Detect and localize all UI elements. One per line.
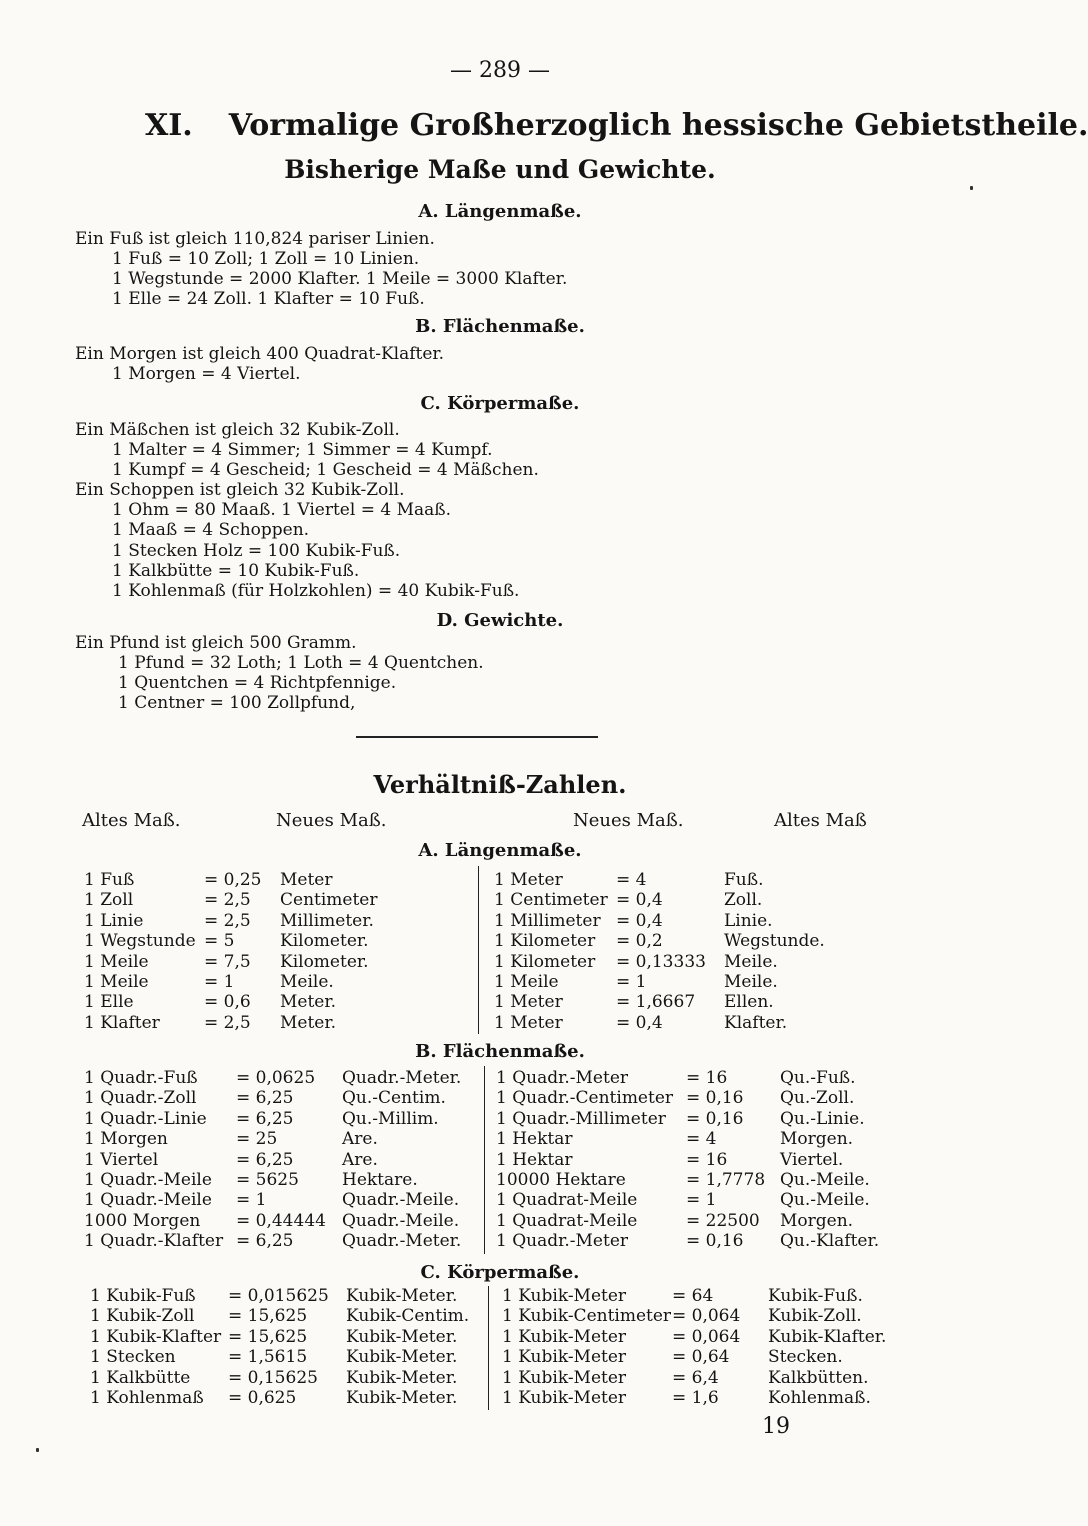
cell-target: Qu.-Millim. (342, 1108, 439, 1129)
cell-target: Meile. (280, 972, 334, 993)
ratio-table-a-left (84, 870, 400, 1033)
signature-mark: 19 (762, 1414, 790, 1439)
cell-value: = 15,625 (228, 1326, 308, 1347)
cell-unit: 1 Kubik-Centimeter (502, 1306, 672, 1327)
subtitle: Bisherige Maße und Gewichte. (284, 155, 716, 184)
table-row (502, 1388, 888, 1408)
cell-target: Qu.-Zoll. (780, 1088, 855, 1109)
cell-unit: 1 Quadrat-Meile (496, 1210, 638, 1231)
text-line: 1 Maaß = 4 Schoppen. (112, 520, 310, 540)
cell-value: = 16 (686, 1149, 728, 1170)
table-row (496, 1068, 888, 1088)
cell-target: Linie. (724, 910, 773, 931)
cell-value: = 4 (616, 870, 647, 890)
table-row (494, 952, 834, 972)
table-row (84, 890, 400, 910)
cell-target: Kubik-Meter. (346, 1347, 458, 1368)
table-row (496, 1170, 888, 1190)
chapter-title (145, 108, 1088, 143)
table-row (84, 1088, 482, 1108)
cell-value: = 6,25 (236, 1108, 294, 1129)
text-line: 1 Pfund = 32 Loth; 1 Loth = 4 Quentchen. (118, 653, 484, 673)
table-row (496, 1109, 888, 1129)
cell-value: = 0,13333 (616, 951, 706, 972)
cell-target: Morgen. (780, 1129, 854, 1150)
cell-target: Kalkbütten. (768, 1367, 869, 1388)
table-row (84, 992, 400, 1012)
cell-value: = 5 (204, 931, 235, 952)
section-heading-d: D. Gewichte. (436, 610, 564, 631)
text-line: Ein Morgen ist gleich 400 Quadrat-Klafter. (75, 344, 445, 364)
cell-value: = 25 (236, 1129, 278, 1150)
cell-value: = 0,6 (204, 992, 251, 1013)
text-line: 1 Kohlenmaß (für Holzkohlen) = 40 Kubik-Fuß. (112, 581, 520, 601)
cell-value: = 2,5 (204, 890, 251, 911)
table-row (502, 1368, 888, 1388)
cell-unit: 1 Quadrat-Meile (496, 1190, 638, 1211)
cell-value: = 6,25 (236, 1231, 294, 1252)
cell-value: = 0,2 (616, 931, 663, 952)
table-row (84, 931, 400, 951)
cell-value: = 1 (616, 972, 647, 993)
table-row (496, 1231, 888, 1251)
text-line: Ein Schoppen ist gleich 32 Kubik-Zoll. (75, 480, 405, 500)
cell-unit: 1 Kubik-Zoll (90, 1306, 195, 1327)
table-row (84, 952, 400, 972)
cell-value: = 6,25 (236, 1149, 294, 1170)
table-row (84, 1211, 482, 1231)
table-row (502, 1347, 888, 1367)
cell-value: = 7,5 (204, 951, 251, 972)
cell-value: = 1 (686, 1190, 717, 1211)
cell-unit: 1 Kubik-Meter (502, 1367, 627, 1388)
cell-target: Kubik-Meter. (346, 1286, 458, 1306)
cell-target: Kubik-Klafter. (768, 1326, 887, 1347)
cell-value: = 0,015625 (228, 1286, 329, 1306)
cell-target: Kubik-Fuß. (768, 1286, 863, 1306)
cell-value: = 0,25 (204, 870, 262, 890)
ratio-table-c-right (502, 1286, 888, 1408)
cell-unit: 1 Kalkbütte (90, 1367, 191, 1388)
cell-value: = 0,16 (686, 1088, 744, 1109)
table-row (84, 1190, 482, 1210)
text-line: 1 Ohm = 80 Maaß. 1 Viertel = 4 Maaß. (112, 500, 452, 520)
table-row (494, 1013, 834, 1033)
page-number: — 289 — (450, 58, 550, 83)
text-line: 1 Malter = 4 Simmer; 1 Simmer = 4 Kumpf. (112, 440, 493, 460)
table-row (84, 911, 400, 931)
cell-target: Meter. (280, 1012, 337, 1033)
cell-unit: 1 Fuß (84, 870, 135, 890)
chapter-title-text: Vormalige Großherzoglich hessische Gebietstheile. (228, 108, 1088, 143)
cell-value: = 5625 (236, 1170, 299, 1191)
column-divider (488, 1286, 489, 1410)
cell-unit: 1 Meter (494, 992, 563, 1013)
cell-target: Fuß. (724, 870, 764, 890)
chapter-number: XI. (145, 108, 193, 143)
table-row (84, 972, 400, 992)
cell-unit: 1 Viertel (84, 1149, 159, 1170)
cell-target: Quadr.-Meter. (342, 1068, 462, 1088)
table-row (84, 1231, 482, 1251)
column-divider (478, 866, 479, 1034)
cell-unit: 1 Kubik-Meter (502, 1326, 627, 1347)
text-line: 1 Quentchen = 4 Richtpfennige. (118, 673, 397, 693)
cell-target: Morgen. (780, 1210, 854, 1231)
col-header-old-right: Altes Maß (774, 810, 867, 831)
cell-unit: 1 Klafter (84, 1012, 160, 1033)
cell-target: Qu.-Fuß. (780, 1068, 856, 1088)
cell-unit: 1 Kubik-Meter (502, 1347, 627, 1368)
cell-unit: 1 Millimeter (494, 910, 601, 931)
column-divider (484, 1066, 485, 1254)
cell-unit: 1 Quadr.-Meile (84, 1190, 212, 1211)
cell-unit: 1 Hektar (496, 1149, 573, 1170)
cell-target: Meile. (724, 951, 778, 972)
cell-unit: 1 Meile (84, 951, 149, 972)
cell-value: = 1,6 (672, 1388, 719, 1409)
cell-target: Kilometer. (280, 951, 369, 972)
cell-value: = 16 (686, 1068, 728, 1088)
cell-target: Kilometer. (280, 931, 369, 952)
col-header-old: Altes Maß. (82, 810, 181, 831)
cell-unit: 1 Quadr.-Millimeter (496, 1108, 666, 1129)
table-row (496, 1150, 888, 1170)
cell-target: Are. (342, 1129, 378, 1150)
section-heading-b: B. Flächenmaße. (415, 316, 585, 337)
speck (970, 186, 973, 190)
table-row (84, 1013, 400, 1033)
cell-value: = 0,4 (616, 890, 663, 911)
cell-value: = 0,16 (686, 1231, 744, 1252)
cell-unit: 1 Kubik-Meter (502, 1286, 627, 1306)
cell-value: = 0,44444 (236, 1210, 326, 1231)
table-row (90, 1286, 469, 1306)
cell-target: Kubik-Centim. (346, 1306, 470, 1327)
cell-target: Quadr.-Meter. (342, 1231, 462, 1252)
cell-value: = 0,064 (672, 1306, 741, 1327)
cell-target: Viertel. (780, 1149, 844, 1170)
text-line: 1 Wegstunde = 2000 Klafter. 1 Meile = 3000 Klafter. (112, 269, 568, 289)
cell-unit: 1 Wegstunde (84, 931, 196, 952)
cell-unit: 1 Quadr.-Meile (84, 1170, 212, 1191)
cell-value: = 22500 (686, 1210, 760, 1231)
ratios-heading: Verhältniß-Zahlen. (373, 770, 627, 799)
cell-value: = 1 (204, 972, 235, 993)
table-row (84, 870, 400, 890)
section-heading-c: C. Körpermaße. (420, 393, 580, 414)
cell-target: Zoll. (724, 890, 763, 911)
ratio-table-a-right (494, 870, 834, 1033)
cell-unit: 1 Zoll (84, 890, 134, 911)
cell-unit: 1 Stecken (90, 1347, 176, 1368)
cell-value: = 0,0625 (236, 1068, 316, 1088)
text-line: 1 Kalkbütte = 10 Kubik-Fuß. (112, 561, 360, 581)
cell-unit: 10000 Hektare (496, 1170, 626, 1191)
cell-unit: 1 Morgen (84, 1129, 168, 1150)
cell-target: Stecken. (768, 1347, 843, 1368)
cell-target: Meter (280, 870, 333, 890)
cell-unit: 1 Kubik-Klafter (90, 1326, 222, 1347)
table-row (84, 1170, 482, 1190)
cell-unit: 1 Meter (494, 870, 563, 890)
cell-value: = 64 (672, 1286, 714, 1306)
ratio-table-b-left (84, 1068, 482, 1252)
cell-value: = 0,064 (672, 1326, 741, 1347)
cell-value: = 4 (686, 1129, 717, 1150)
cell-target: Kubik-Zoll. (768, 1306, 862, 1327)
table-row (90, 1388, 469, 1408)
cell-target: Quadr.-Meile. (342, 1210, 460, 1231)
text-line: 1 Elle = 24 Zoll. 1 Klafter = 10 Fuß. (112, 289, 425, 309)
cell-target: Meter. (280, 992, 337, 1013)
cell-unit: 1 Linie (84, 910, 144, 931)
cell-unit: 1 Kohlenmaß (90, 1388, 204, 1409)
cell-value: = 6,4 (672, 1367, 719, 1388)
cell-target: Kubik-Meter. (346, 1388, 458, 1409)
table-row (90, 1347, 469, 1367)
table-row (494, 911, 834, 931)
cell-target: Wegstunde. (724, 931, 825, 952)
cell-unit: 1 Hektar (496, 1129, 573, 1150)
cell-unit: 1 Elle (84, 992, 134, 1013)
cell-target: Ellen. (724, 992, 774, 1013)
cell-value: = 0,625 (228, 1388, 297, 1409)
table-row (84, 1129, 482, 1149)
cell-target: Are. (342, 1149, 378, 1170)
table-row (496, 1129, 888, 1149)
table-row (502, 1286, 888, 1306)
cell-value: = 0,4 (616, 910, 663, 931)
cell-unit: 1 Meile (494, 972, 559, 993)
cell-value: = 2,5 (204, 1012, 251, 1033)
text-line: 1 Centner = 100 Zollpfund, (118, 693, 356, 713)
table-row (90, 1368, 469, 1388)
cell-value: = 1,6667 (616, 992, 696, 1013)
cell-value: = 6,25 (236, 1088, 294, 1109)
cell-target: Meile. (724, 972, 778, 993)
table-row (496, 1211, 888, 1231)
cell-target: Qu.-Linie. (780, 1108, 865, 1129)
cell-unit: 1 Meile (84, 972, 149, 993)
text-line: 1 Kumpf = 4 Gescheid; 1 Gescheid = 4 Mäßchen. (112, 460, 539, 480)
table-row (84, 1150, 482, 1170)
ratio-heading-b: B. Flächenmaße. (415, 1041, 585, 1062)
cell-unit: 1 Quadr.-Fuß (84, 1068, 198, 1088)
cell-unit: 1 Quadr.-Centimeter (496, 1088, 674, 1109)
text-line: Ein Mäßchen ist gleich 32 Kubik-Zoll. (75, 420, 400, 440)
cell-value: = 1,7778 (686, 1170, 766, 1191)
cell-value: = 0,64 (672, 1347, 730, 1368)
cell-unit: 1 Kubik-Fuß (90, 1286, 196, 1306)
text-line: Ein Fuß ist gleich 110,824 pariser Linien. (75, 229, 435, 249)
cell-target: Kubik-Meter. (346, 1326, 458, 1347)
cell-unit: 1 Quadr.-Klafter (84, 1231, 224, 1252)
cell-unit: 1 Quadr.-Meter (496, 1068, 629, 1088)
table-row (502, 1327, 888, 1347)
table-row (90, 1327, 469, 1347)
cell-unit: 1 Quadr.-Meter (496, 1231, 629, 1252)
table-row (494, 890, 834, 910)
cell-value: = 0,15625 (228, 1367, 318, 1388)
text-line: Ein Pfund ist gleich 500 Gramm. (75, 633, 357, 653)
ratio-heading-a: A. Längenmaße. (418, 840, 582, 861)
cell-value: = 2,5 (204, 910, 251, 931)
cell-value: = 15,625 (228, 1306, 308, 1327)
ratio-table-c-left (90, 1286, 469, 1408)
section-divider (356, 736, 598, 738)
cell-unit: 1 Quadr.-Zoll (84, 1088, 197, 1109)
cell-target: Kubik-Meter. (346, 1367, 458, 1388)
cell-target: Qu.-Centim. (342, 1088, 446, 1109)
cell-target: Qu.-Klafter. (780, 1231, 880, 1252)
table-row (502, 1306, 888, 1326)
table-row (494, 870, 834, 890)
section-heading-a: A. Längenmaße. (418, 201, 582, 222)
cell-unit: 1 Centimeter (494, 890, 608, 911)
ratio-table-b-right (496, 1068, 888, 1252)
table-row (494, 972, 834, 992)
cell-value: = 0,4 (616, 1012, 663, 1033)
cell-target: Klafter. (724, 1012, 788, 1033)
text-line: 1 Fuß = 10 Zoll; 1 Zoll = 10 Linien. (112, 249, 420, 269)
table-row (496, 1190, 888, 1210)
text-line: 1 Morgen = 4 Viertel. (112, 364, 301, 384)
cell-unit: 1 Kilometer (494, 951, 596, 972)
cell-target: Qu.-Meile. (780, 1170, 870, 1191)
cell-unit: 1000 Morgen (84, 1210, 201, 1231)
table-row (90, 1306, 469, 1326)
cell-target: Kohlenmaß. (768, 1388, 871, 1409)
cell-target: Quadr.-Meile. (342, 1190, 460, 1211)
cell-unit: 1 Meter (494, 1012, 563, 1033)
table-row (494, 931, 834, 951)
table-row (84, 1068, 482, 1088)
cell-value: = 1,5615 (228, 1347, 308, 1368)
cell-target: Hektare. (342, 1170, 418, 1191)
cell-target: Qu.-Meile. (780, 1190, 870, 1211)
cell-target: Millimeter. (280, 910, 374, 931)
col-header-new-right: Neues Maß. (573, 810, 684, 831)
cell-unit: 1 Kilometer (494, 931, 596, 952)
table-row (84, 1109, 482, 1129)
cell-unit: 1 Kubik-Meter (502, 1388, 627, 1409)
cell-value: = 0,16 (686, 1108, 744, 1129)
table-row (494, 992, 834, 1012)
col-header-new: Neues Maß. (276, 810, 387, 831)
speck (36, 1448, 39, 1452)
cell-unit: 1 Quadr.-Linie (84, 1108, 207, 1129)
ratio-heading-c: C. Körpermaße. (420, 1262, 580, 1283)
cell-target: Centimeter (280, 890, 378, 911)
text-line: 1 Stecken Holz = 100 Kubik-Fuß. (112, 541, 401, 561)
cell-value: = 1 (236, 1190, 267, 1211)
table-row (496, 1088, 888, 1108)
